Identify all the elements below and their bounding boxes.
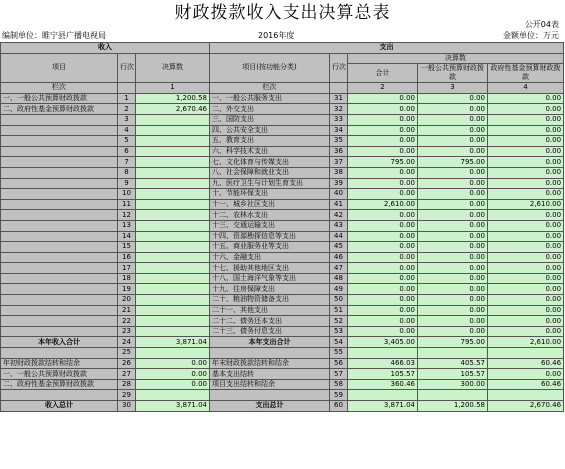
expense-item-header: 项目(按功能分类) <box>210 53 330 83</box>
expense-row-no: 39 <box>330 178 348 189</box>
expense-item: 十一、城乡社区支出 <box>210 199 330 210</box>
table-row <box>1 104 564 115</box>
income-row-no: 24 <box>118 337 136 348</box>
column-index-blank <box>118 83 136 94</box>
expense-row-no: 31 <box>330 93 348 104</box>
expense-gov-fund: 0.00 <box>488 220 564 231</box>
row-no-header: 行次 <box>118 53 136 83</box>
expense-gov-fund: 0.00 <box>488 273 564 284</box>
expense-general-budget: 0.00 <box>418 284 488 295</box>
expense-general-budget: 0.00 <box>418 125 488 136</box>
income-row-no: 18 <box>118 273 136 284</box>
expense-item: 四、公共安全支出 <box>210 125 330 136</box>
income-amount <box>136 125 210 136</box>
expense-row-no: 32 <box>330 104 348 115</box>
expense-general-budget: 0.00 <box>418 114 488 125</box>
expense-item: 十五、商业服务业等支出 <box>210 242 330 253</box>
income-item: 二、政府性基金预算财政拨款 <box>1 379 118 390</box>
table-row <box>1 252 564 263</box>
income-row-no: 21 <box>118 305 136 316</box>
income-item <box>1 231 118 242</box>
settlement-table <box>0 42 564 412</box>
table-row <box>1 199 564 210</box>
expense-row-no: 53 <box>330 326 348 337</box>
income-item: 本年收入合计 <box>1 337 118 348</box>
expense-total: 0.00 <box>348 220 418 231</box>
expense-row-no: 38 <box>330 167 348 178</box>
income-row-no: 22 <box>118 316 136 327</box>
expense-gov-fund: 0.00 <box>488 284 564 295</box>
income-row-no: 15 <box>118 242 136 253</box>
section-header-row <box>1 43 564 54</box>
final-amount-header: 决算数 <box>136 53 210 83</box>
expense-total: 466.03 <box>348 358 418 369</box>
expense-gov-fund: 60.46 <box>488 379 564 390</box>
income-amount <box>136 242 210 253</box>
expense-row-no: 45 <box>330 242 348 253</box>
expense-gov-fund: 2,610.00 <box>488 199 564 210</box>
income-item <box>1 284 118 295</box>
column-index-3: 3 <box>418 83 488 94</box>
income-amount <box>136 167 210 178</box>
expense-general-budget: 0.00 <box>418 167 488 178</box>
expense-gov-fund: 0.00 <box>488 369 564 380</box>
table-row <box>1 263 564 274</box>
expense-row-no: 37 <box>330 157 348 168</box>
expense-item: 基本支出结转 <box>210 369 330 380</box>
expense-total: 0.00 <box>348 136 418 147</box>
expense-general-budget: 405.57 <box>418 358 488 369</box>
table-row <box>1 295 564 306</box>
expense-total: 360.46 <box>348 379 418 390</box>
general-budget-header: 一般公共预算财政拨款 <box>418 64 488 83</box>
income-amount <box>136 178 210 189</box>
carry-row <box>1 379 564 390</box>
expense-general-budget: 0.00 <box>418 273 488 284</box>
expense-general-budget: 0.00 <box>418 93 488 104</box>
income-amount <box>136 305 210 316</box>
table-row <box>1 114 564 125</box>
income-amount <box>136 252 210 263</box>
expense-row-no: 57 <box>330 369 348 380</box>
income-item <box>1 242 118 253</box>
income-row-no: 27 <box>118 369 136 380</box>
expense-row-no: 47 <box>330 263 348 274</box>
income-item <box>1 348 118 359</box>
column-index-4: 4 <box>488 83 564 94</box>
expense-row-no: 51 <box>330 305 348 316</box>
expense-total: 3,405.00 <box>348 337 418 348</box>
income-row-no: 17 <box>118 263 136 274</box>
expense-gov-fund: 0.00 <box>488 231 564 242</box>
income-row-no: 8 <box>118 167 136 178</box>
income-row-no: 29 <box>118 390 136 401</box>
expense-item: 八、社会保障和就业支出 <box>210 167 330 178</box>
expense-general-budget: 0.00 <box>418 220 488 231</box>
expense-general-budget: 0.00 <box>418 231 488 242</box>
unit-label: 编制单位： <box>2 31 42 40</box>
expense-gov-fund: 0.00 <box>488 252 564 263</box>
income-amount: 3,871.04 <box>136 401 210 412</box>
expense-general-budget: 0.00 <box>418 326 488 337</box>
income-amount <box>136 263 210 274</box>
expense-total: 0.00 <box>348 316 418 327</box>
expense-row-no: 54 <box>330 337 348 348</box>
expense-total: 0.00 <box>348 125 418 136</box>
income-row-no: 10 <box>118 189 136 200</box>
table-row <box>1 210 564 221</box>
column-index-1: 1 <box>136 83 210 94</box>
form-code: 公开04表 <box>524 20 559 29</box>
expense-row-no-header: 行次 <box>330 53 348 83</box>
expense-general-budget: 0.00 <box>418 189 488 200</box>
expense-item: 本年支出合计 <box>210 337 330 348</box>
expense-gov-fund: 0.00 <box>488 125 564 136</box>
expense-gov-fund <box>488 348 564 359</box>
expense-item: 二十一、其他支出 <box>210 305 330 316</box>
expense-total: 0.00 <box>348 242 418 253</box>
income-row-no: 16 <box>118 252 136 263</box>
expense-item: 支出总计 <box>210 401 330 412</box>
expense-item: 年末财政拨款结转和结余 <box>210 358 330 369</box>
money-unit: 金额单位：万元 <box>503 31 559 40</box>
expense-general-budget: 0.00 <box>418 305 488 316</box>
income-row-no: 12 <box>118 210 136 221</box>
income-amount <box>136 189 210 200</box>
table-row <box>1 136 564 147</box>
income-item <box>1 178 118 189</box>
unit-name: 睢宁县广播电视局 <box>42 31 106 40</box>
expense-row-no: 42 <box>330 210 348 221</box>
income-item <box>1 305 118 316</box>
expense-item <box>210 390 330 401</box>
income-amount: 0.00 <box>136 358 210 369</box>
gov-fund-header: 政府性基金预算财政拨款 <box>488 64 564 83</box>
expense-total: 105.57 <box>348 369 418 380</box>
income-item <box>1 189 118 200</box>
income-amount: 0.00 <box>136 379 210 390</box>
expense-item: 二十、粮油物资储备支出 <box>210 295 330 306</box>
income-item <box>1 252 118 263</box>
income-amount <box>136 316 210 327</box>
expense-total: 0.00 <box>348 284 418 295</box>
table-row <box>1 178 564 189</box>
income-row-no: 26 <box>118 358 136 369</box>
expense-item: 十六、金融支出 <box>210 252 330 263</box>
expense-gov-fund: 0.00 <box>488 167 564 178</box>
column-label: 栏次 <box>1 83 118 94</box>
income-item: 年初财政拨款结转和结余 <box>1 358 118 369</box>
income-item: 一、一般公共预算财政拨款 <box>1 369 118 380</box>
expense-gov-fund: 0.00 <box>488 178 564 189</box>
expense-gov-fund: 0.00 <box>488 263 564 274</box>
income-row-no: 6 <box>118 146 136 157</box>
expense-general-budget: 0.00 <box>418 104 488 115</box>
expense-row-no: 55 <box>330 348 348 359</box>
expense-row-no: 36 <box>330 146 348 157</box>
income-amount: 2,670.46 <box>136 104 210 115</box>
expense-item: 六、科学技术支出 <box>210 146 330 157</box>
expense-general-budget <box>418 348 488 359</box>
income-item <box>1 157 118 168</box>
expense-row-no: 40 <box>330 189 348 200</box>
table-row <box>1 146 564 157</box>
expense-item: 十七、援助其他地区支出 <box>210 263 330 274</box>
income-item <box>1 273 118 284</box>
column-index-2: 2 <box>348 83 418 94</box>
expense-general-budget: 0.00 <box>418 263 488 274</box>
expense-total: 0.00 <box>348 252 418 263</box>
expense-gov-fund: 0.00 <box>488 93 564 104</box>
income-item <box>1 220 118 231</box>
income-row-no: 11 <box>118 199 136 210</box>
income-row-no: 28 <box>118 379 136 390</box>
expense-general-budget: 0.00 <box>418 295 488 306</box>
expense-total: 0.00 <box>348 295 418 306</box>
income-item <box>1 114 118 125</box>
expense-item: 十四、资源勘探信息等支出 <box>210 231 330 242</box>
expense-gov-fund: 0.00 <box>488 305 564 316</box>
income-header: 收入 <box>1 43 210 54</box>
expense-row-no: 52 <box>330 316 348 327</box>
income-amount <box>136 348 210 359</box>
table-row <box>1 125 564 136</box>
income-item: 收入总计 <box>1 401 118 412</box>
expense-item: 二、外交支出 <box>210 104 330 115</box>
income-item <box>1 146 118 157</box>
table-row <box>1 157 564 168</box>
expense-general-budget: 795.00 <box>418 157 488 168</box>
income-row-no: 3 <box>118 114 136 125</box>
expense-item: 项目支出结转和结余 <box>210 379 330 390</box>
expense-total: 0.00 <box>348 93 418 104</box>
expense-item: 十三、交通运输支出 <box>210 220 330 231</box>
expense-general-budget: 0.00 <box>418 316 488 327</box>
income-amount <box>136 390 210 401</box>
report-title: 财政拨款收入支出决算总表 <box>174 3 391 23</box>
income-amount <box>136 157 210 168</box>
expense-total: 0.00 <box>348 178 418 189</box>
income-item <box>1 295 118 306</box>
expense-row-no: 35 <box>330 136 348 147</box>
column-header-row <box>1 53 564 64</box>
expense-item: 十九、住房保障支出 <box>210 284 330 295</box>
table-row <box>1 242 564 253</box>
expense-row-no: 49 <box>330 284 348 295</box>
expense-item: 十二、农林水支出 <box>210 210 330 221</box>
expense-item: 九、医疗卫生与计划生育支出 <box>210 178 330 189</box>
income-row-no: 9 <box>118 178 136 189</box>
expense-general-budget: 795.00 <box>418 337 488 348</box>
income-item <box>1 167 118 178</box>
expense-total: 0.00 <box>348 273 418 284</box>
income-row-no: 20 <box>118 295 136 306</box>
expense-general-budget: 0.00 <box>418 252 488 263</box>
expense-general-budget <box>418 390 488 401</box>
income-amount <box>136 220 210 231</box>
expense-row-no: 59 <box>330 390 348 401</box>
table-row <box>1 305 564 316</box>
expense-general-budget: 105.57 <box>418 369 488 380</box>
expense-general-budget: 0.00 <box>418 242 488 253</box>
expense-row-no: 43 <box>330 220 348 231</box>
expense-general-budget: 0.00 <box>418 146 488 157</box>
table-row <box>1 273 564 284</box>
expense-item <box>210 348 330 359</box>
expense-general-budget: 0.00 <box>418 136 488 147</box>
expense-gov-fund: 2,610.00 <box>488 337 564 348</box>
expense-total: 0.00 <box>348 326 418 337</box>
table-row <box>1 167 564 178</box>
income-item <box>1 210 118 221</box>
income-item <box>1 125 118 136</box>
subtotal-row <box>1 337 564 348</box>
expense-row-no: 41 <box>330 199 348 210</box>
expense-gov-fund <box>488 390 564 401</box>
expense-total: 3,871.04 <box>348 401 418 412</box>
carry-row <box>1 358 564 369</box>
expense-row-no: 46 <box>330 252 348 263</box>
income-amount <box>136 284 210 295</box>
income-row-no: 2 <box>118 104 136 115</box>
expense-total: 0.00 <box>348 305 418 316</box>
expense-gov-fund: 60.46 <box>488 358 564 369</box>
expense-item: 七、文化体育与传媒支出 <box>210 157 330 168</box>
expense-row-no: 48 <box>330 273 348 284</box>
expense-gov-fund: 0.00 <box>488 316 564 327</box>
expense-gov-fund: 0.00 <box>488 242 564 253</box>
expense-row-no: 50 <box>330 295 348 306</box>
expense-item: 二十二、债务还本支出 <box>210 316 330 327</box>
income-item <box>1 316 118 327</box>
expense-general-budget: 0.00 <box>418 178 488 189</box>
expense-item: 五、教育支出 <box>210 136 330 147</box>
expense-gov-fund: 2,670.46 <box>488 401 564 412</box>
income-row-no: 30 <box>118 401 136 412</box>
table-row <box>1 316 564 327</box>
income-row-no: 5 <box>118 136 136 147</box>
expense-row-no: 56 <box>330 358 348 369</box>
expense-final-header: 决算数 <box>348 53 564 64</box>
expense-general-budget: 300.00 <box>418 379 488 390</box>
income-row-no: 4 <box>118 125 136 136</box>
expense-general-budget: 0.00 <box>418 199 488 210</box>
expense-item: 十、节能环保支出 <box>210 189 330 200</box>
report-year: 2016年度 <box>258 31 295 40</box>
expense-gov-fund: 0.00 <box>488 157 564 168</box>
income-amount <box>136 326 210 337</box>
expense-item: 三、国防支出 <box>210 114 330 125</box>
expense-total: 0.00 <box>348 104 418 115</box>
table-row <box>1 284 564 295</box>
expense-total: 0.00 <box>348 189 418 200</box>
income-item <box>1 136 118 147</box>
income-row-no: 7 <box>118 157 136 168</box>
expense-item: 十八、国土海洋气象等支出 <box>210 273 330 284</box>
income-item: 一、一般公共预算财政拨款 <box>1 93 118 104</box>
expense-item: 二十三、债务付息支出 <box>210 326 330 337</box>
income-amount <box>136 136 210 147</box>
expense-total: 2,610.00 <box>348 199 418 210</box>
expense-general-budget: 0.00 <box>418 210 488 221</box>
income-item <box>1 390 118 401</box>
expense-row-no: 34 <box>330 125 348 136</box>
table-row <box>1 93 564 104</box>
income-item <box>1 199 118 210</box>
expense-total: 0.00 <box>348 231 418 242</box>
income-amount <box>136 146 210 157</box>
expense-total: 0.00 <box>348 167 418 178</box>
table-row <box>1 231 564 242</box>
income-amount <box>136 210 210 221</box>
expense-item: 一、一般公共服务支出 <box>210 93 330 104</box>
income-amount <box>136 231 210 242</box>
income-item: 二、政府性基金预算财政拨款 <box>1 104 118 115</box>
income-amount: 3,871.04 <box>136 337 210 348</box>
expense-row-no: 33 <box>330 114 348 125</box>
income-row-no: 14 <box>118 231 136 242</box>
expense-total: 0.00 <box>348 263 418 274</box>
expense-row-no: 44 <box>330 231 348 242</box>
expense-gov-fund: 0.00 <box>488 189 564 200</box>
total-header: 合计 <box>348 64 418 83</box>
income-row-no: 1 <box>118 93 136 104</box>
income-row-no: 19 <box>118 284 136 295</box>
expense-row-no: 60 <box>330 401 348 412</box>
income-amount <box>136 295 210 306</box>
expense-gov-fund: 0.00 <box>488 295 564 306</box>
expense-gov-fund: 0.00 <box>488 210 564 221</box>
expense-total: 0.00 <box>348 114 418 125</box>
income-item <box>1 263 118 274</box>
column-label-expense: 栏次 <box>210 83 330 94</box>
table-row <box>1 220 564 231</box>
expense-gov-fund: 0.00 <box>488 114 564 125</box>
income-amount <box>136 199 210 210</box>
expense-header: 支出 <box>210 43 564 54</box>
expense-gov-fund: 0.00 <box>488 146 564 157</box>
column-index-blank-2 <box>330 83 348 94</box>
expense-total <box>348 348 418 359</box>
income-row-no: 23 <box>118 326 136 337</box>
item-header: 项目 <box>1 53 118 83</box>
income-amount: 0.00 <box>136 369 210 380</box>
expense-gov-fund: 0.00 <box>488 104 564 115</box>
expense-row-no: 58 <box>330 379 348 390</box>
column-index-row <box>1 83 564 94</box>
expense-general-budget: 1,200.58 <box>418 401 488 412</box>
expense-gov-fund: 0.00 <box>488 326 564 337</box>
table-row <box>1 326 564 337</box>
expense-gov-fund: 0.00 <box>488 136 564 147</box>
carry-row <box>1 390 564 401</box>
income-row-no: 25 <box>118 348 136 359</box>
income-row-no: 13 <box>118 220 136 231</box>
grand-total-row <box>1 401 564 412</box>
carry-row <box>1 369 564 380</box>
income-amount <box>136 273 210 284</box>
income-amount <box>136 114 210 125</box>
carry-row <box>1 348 564 359</box>
expense-total: 795.00 <box>348 157 418 168</box>
expense-total: 0.00 <box>348 146 418 157</box>
table-row <box>1 189 564 200</box>
income-item <box>1 326 118 337</box>
expense-total <box>348 390 418 401</box>
income-amount: 1,200.58 <box>136 93 210 104</box>
expense-total: 0.00 <box>348 210 418 221</box>
